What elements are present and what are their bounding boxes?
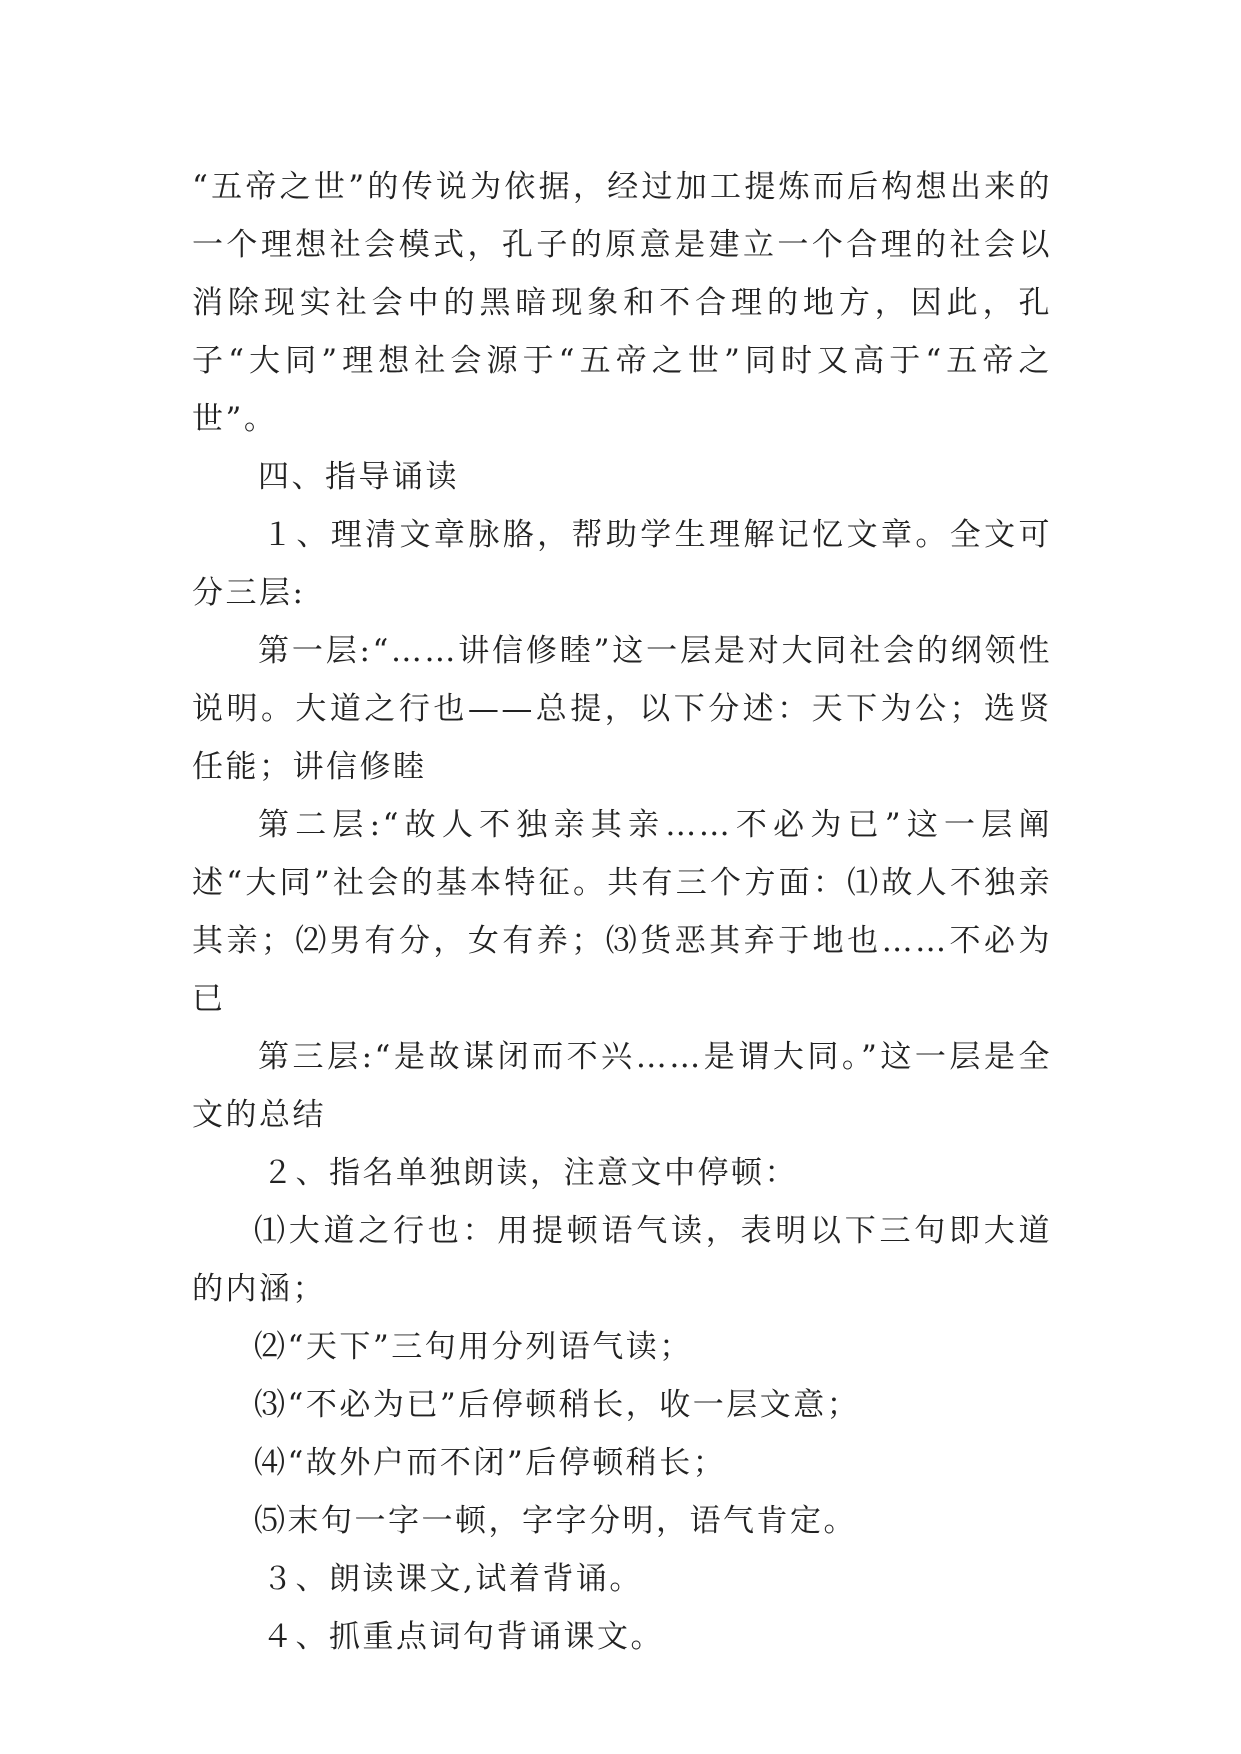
pause-note-2: ⑵“天下”三句用分列语气读； [254, 1329, 693, 1365]
paragraph-layer-two: 第二层:“故人不独亲其亲……不必为已”这一层阐述“大同”社会的基本特征。共有三个方面：⑴故人不独亲其亲；⑵男有分，女有养；⑶货恶其弃于地也……不必为已 [192, 807, 1052, 1017]
list-item-1: １、理清文章脉胳，帮助学生理解记忆文章。全文可分三层: [192, 517, 1052, 611]
paragraph-continuation: “五帝之世”的传说为依据，经过加工提炼而后构想出来的一个理想社会模式，孔子的原意是建立一个合理的社会以消除现实社会中的黑暗现象和不合理的地方，因此，孔子“大同”理想社会源于“五帝之世”同时又高于“五帝之世”。 [192, 169, 1052, 437]
document-body [192, 158, 1052, 1666]
paragraph-layer-three: 第三层:“是故谋闭而不兴……是谓大同。”这一层是全文的总结 [192, 1039, 1052, 1133]
pause-note-3: ⑶“不必为已”后停顿稍长，收一层文意； [254, 1387, 861, 1423]
pause-note-1: ⑴大道之行也：用提顿语气读，表明以下三句即大道的内涵； [192, 1213, 1052, 1307]
pause-note-4: ⑷“故外户而不闭”后停顿稍长； [254, 1445, 727, 1481]
list-item-4: ４、抓重点词句背诵课文。 [262, 1619, 664, 1655]
pause-note-5: ⑸末句一字一顿，字字分明，语气肯定。 [254, 1503, 857, 1539]
list-item-2: ２、指名单独朗读，注意文中停顿： [262, 1155, 798, 1191]
paragraph-layer-one: 第一层:“……讲信修睦”这一层是对大同社会的纲领性说明。大道之行也——总提，以下分述：天下为公；选贤任能；讲信修睦 [192, 633, 1052, 785]
section-heading-guided-reading: 四、指导诵读 [258, 459, 459, 495]
list-item-3: ３、朗读课文,试着背诵。 [262, 1561, 643, 1597]
